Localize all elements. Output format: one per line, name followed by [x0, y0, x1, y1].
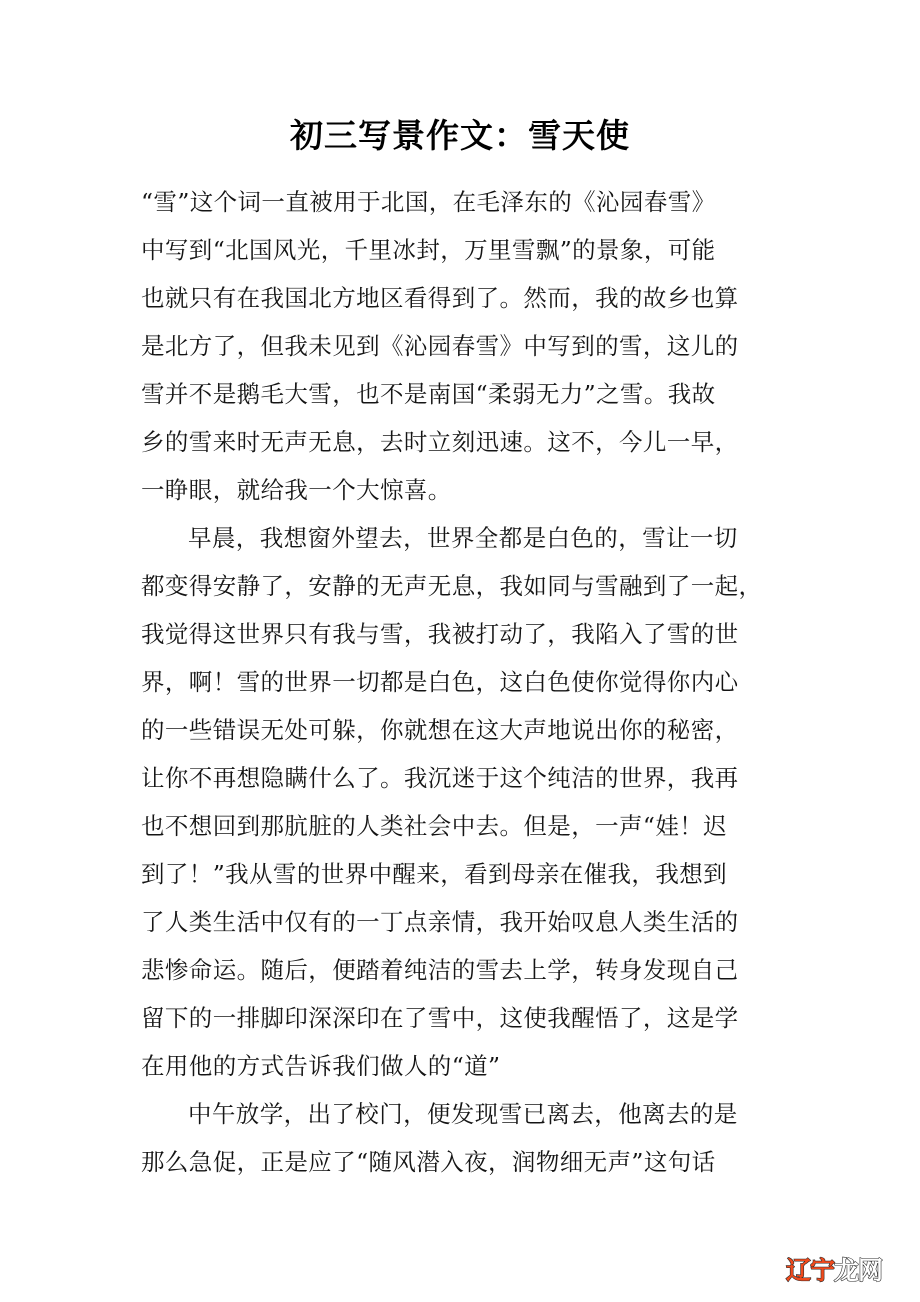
- text-line: 是北方了，但我未见到《沁园春雪》中写到的雪，这儿的: [141, 332, 739, 360]
- text-line: 都变得安静了，安静的无声无息，我如同与雪融到了一起，: [141, 572, 763, 600]
- text-line: 在用他的方式告诉我们做人的“道”: [141, 1052, 501, 1080]
- watermark-white-text: 龙网: [834, 1256, 883, 1285]
- site-watermark-logo: [786, 1256, 882, 1286]
- paragraph-start-line: 中午放学，出了校门，便发现雪已离去，他离去的是: [188, 1100, 738, 1128]
- document-title: 初三写景作文：雪天使: [290, 116, 630, 155]
- text-line: 也不想回到那肮脏的人类社会中去。但是，一声“娃！迟: [141, 812, 728, 840]
- text-line: 了人类生活中仅有的一丁点亲情，我开始叹息人类生活的: [141, 908, 739, 936]
- watermark-red-text: 辽宁: [786, 1256, 835, 1285]
- text-line: 的一些错误无处可躲，你就想在这大声地说出你的秘密，: [141, 716, 739, 744]
- text-line: 让你不再想隐瞒什么了。我沉迷于这个纯洁的世界，我再: [141, 764, 739, 792]
- paragraph-start-line: 早晨，我想窗外望去，世界全都是白色的，雪让一切: [188, 524, 738, 552]
- text-line: 乡的雪来时无声无息，去时立刻迅速。这不，今儿一早，: [141, 428, 739, 456]
- text-line: 雪并不是鹅毛大雪，也不是南国“柔弱无力”之雪。我故: [141, 380, 716, 408]
- text-line: 一睁眼，就给我一个大惊喜。: [141, 476, 452, 504]
- text-line: 到了！”我从雪的世界中醒来，看到母亲在催我，我想到: [141, 860, 728, 888]
- text-line: 中写到“北国风光，千里冰封，万里雪飘”的景象，可能: [141, 236, 716, 264]
- text-line: 我觉得这世界只有我与雪，我被打动了，我陷入了雪的世: [141, 620, 739, 648]
- text-line: 悲惨命运。随后，便踏着纯洁的雪去上学，转身发现自己: [141, 956, 739, 984]
- document-body: [141, 178, 781, 1186]
- text-line: “雪”这个词一直被用于北国，在毛泽东的《沁园春雪》: [141, 188, 716, 216]
- text-line: 也就只有在我国北方地区看得到了。然而，我的故乡也算: [141, 284, 739, 312]
- text-line: 界，啊！雪的世界一切都是白色，这白色使你觉得你内心: [141, 668, 739, 696]
- text-line: 那么急促，正是应了“随风潜入夜，润物细无声”这句话: [141, 1148, 716, 1176]
- text-line: 留下的一排脚印深深印在了雪中，这使我醒悟了，这是学: [141, 1004, 739, 1032]
